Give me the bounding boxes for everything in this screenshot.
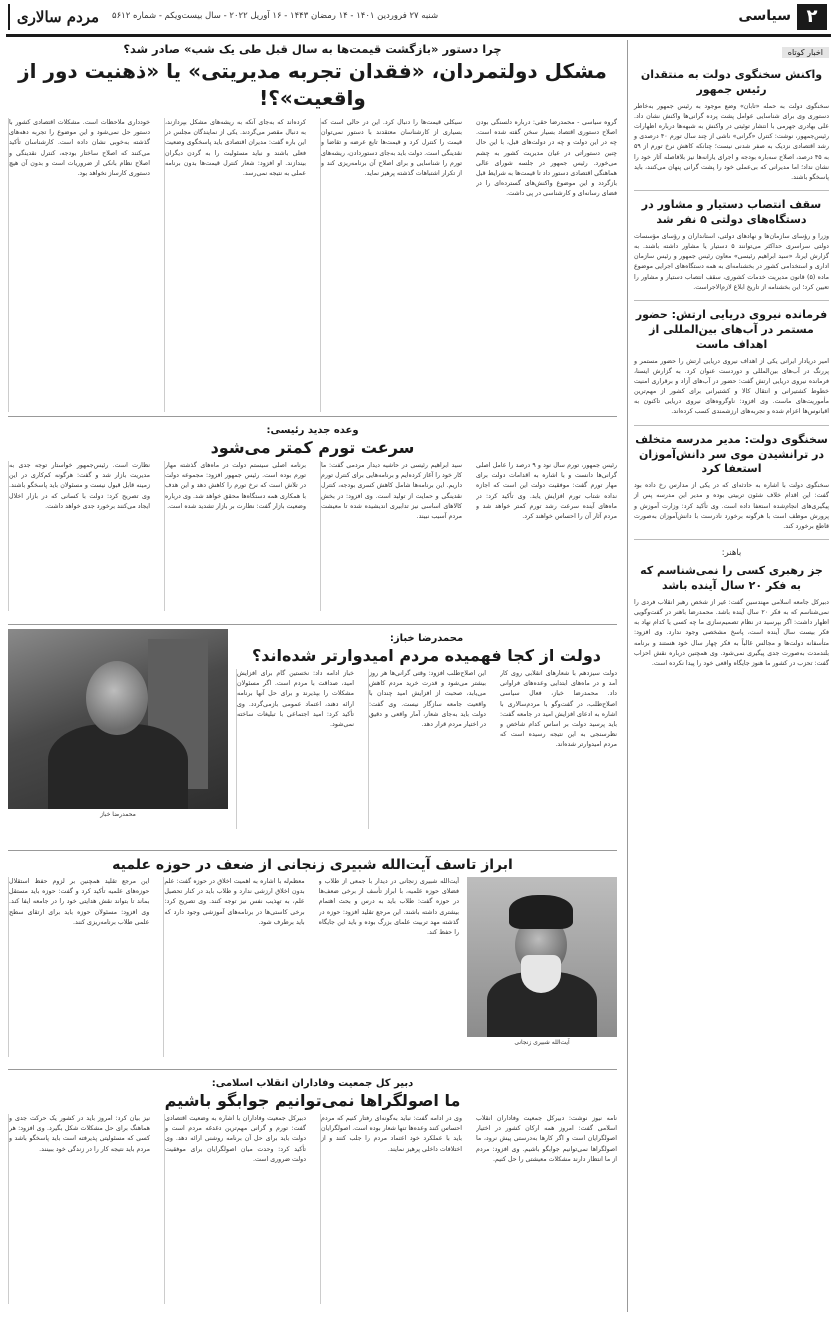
article-column: آیت‌الله شبیری زنجانی در دیدار با جمعی از طلاب و فضلای حوزه علمیه، با ابراز تأسف از برخی ضعف‌ها در حوزه گفت: طلاب باید به درس و بحث اهتمام بیشتری داشته باشند. این مرجع تقلید افزود: حوزه در گذشته مهد تربیت علمای بزرگ بوده و باید این جایگاه را حفظ کند. xyxy=(318,878,459,936)
photo-caption: محمدرضا خباز xyxy=(100,811,136,818)
article-column: گروه سیاسی - محمدرضا حقی: درباره دلسنگی بودن اصلاح دستوری اقتصاد بسیار سخن گفته شده است. چه در این دولت و چه در دولت‌های قبل، با این حال چنین دستوراتی در عیان مدیریت کشور به چشم می‌خورد. رئیس جمهور در جلسه شورای عالی هماهنگی اقتصادی دستور داد تا قیمت‌ها به شرایط قبل بازگردد و این موضوع واکنش‌های گسترده‌ای را در فضای رسانه‌ای و کارشناسی در پی داشت. xyxy=(476,119,617,198)
article-column: نیز بیان کرد: امروز باید در کشور یک حرکت جدی و هماهنگ برای حل مشکلات شکل بگیرد. وی افزود: هر کسی که مسئولیتی پذیرفته است باید پاسخگو باشد و مردم باید نتیجه کار را در زندگی خود ببینند. xyxy=(8,1114,156,1304)
divider xyxy=(634,190,829,191)
principlists-story xyxy=(8,1069,617,1309)
brief-body: دبیرکل جامعه اسلامی مهندسین گفت: غیر از شخص رهبر انقلاب فردی را نمی‌شناسم که به فکر ۲۰ سال آینده باشد. محمدرضا باهنر در گفت‌وگویی اظهار داشت: اگر بپرسید در نظام تصمیم‌سازی ما چه کسی یا کدام نهاد به فکر بیست سال آینده است، پاسخ مشخصی وجود ندارد. وی افزود: متأسفانه دولت‌ها و مجالس غالباً به فکر چهار سال خود هستند و برنامه بلندمدت به‌صورت جدی پیگیری نمی‌شود. وی همچنین درباره نقش احزاب گفت: تحزب در کشور ما هنوز جایگاه واقعی خود را پیدا نکرده است. xyxy=(634,598,829,667)
story-kicker: وعده جدید رئیسی: xyxy=(266,425,359,436)
article-column: نظارت است. رئیس‌جمهور خواستار توجه جدی به مدیریت بازار شد و گفت: هرگونه کم‌کاری در این زمینه قابل قبول نیست و مسئولان باید پاسخگو باشند. وی تصریح کرد: دولت با کسانی که در بازار اخلال ایجاد می‌کنند برخورد جدی خواهد داشت. xyxy=(8,461,156,611)
brief-item xyxy=(634,68,829,183)
story-kicker: دبیر کل جمعیت وفاداران انقلاب اسلامی: xyxy=(211,1078,414,1089)
article-column: دبیرکل جمعیت وفاداران با اشاره به وضعیت اقتصادی گفت: تورم و گرانی مهم‌ترین دغدغه مردم است و دولت باید برای حل آن برنامه روشنی ارائه دهد. وی تأکید کرد: وحدت میان اصولگرایان برای موفقیت دولت ضروری است. xyxy=(164,1114,312,1304)
brief-headline: واکنش سخنگوی دولت به منتقدان رئیس جمهور xyxy=(640,68,823,96)
cleric-photo xyxy=(467,877,617,1057)
brief-item xyxy=(634,198,829,293)
article-column: رئیس جمهور، تورم سال نود و ۹ درصد را عامل اصلی گرانی‌ها دانست و با اشاره به اقدامات دولت برای مهار تورم گفت: موفقیت دولت این است که اجازه نداده شتاب تورم افزایش یابد. وی تأکید کرد: در ماه‌های آینده سرعت رشد تورم کمتر خواهد شد و مردم آثار آن را احساس خواهند کرد. xyxy=(476,462,617,520)
hope-story xyxy=(8,624,617,846)
article-column: دولت سیزدهم با شعارهای انقلابی روی کار آمد و در ماه‌های ابتدایی وعده‌های فراوانی داد. محمدرضا خباز، فعال سیاسی اصلاح‌طلب، در گفت‌وگو با مردم‌سالاری با اشاره به ادعای افزایش امید در جامعه گفت: باید پرسید دولت بر اساس کدام شاخص و نظرسنجی به این نتیجه رسیده است که مردم امیدوارتر شده‌اند. xyxy=(500,670,617,749)
divider xyxy=(634,425,829,426)
lead-kicker: چرا دستور «بازگشت قیمت‌ها به سال قبل طی یک شب» صادر شد؟ xyxy=(123,42,502,56)
story-headline: دولت از کجا فهمیده مردم امیدوارتر شده‌اند؟ xyxy=(251,646,602,665)
lead-headline: مشکل دولتمردان، «فقدان تجربه مدیریتی» یا «ذهنیت دور از واقعیت»؟! xyxy=(18,59,607,110)
article-column: این مرجع تقلید همچنین بر لزوم حفظ استقلال حوزه‌های علمیه تأکید کرد و گفت: حوزه باید مستقل بماند تا بتواند نقش هدایتی خود را در جامعه ایفا کند. وی افزود: مسئولان حوزه باید برای ارتقای سطح علمی طلاب برنامه‌ریزی کنند. xyxy=(8,877,155,1057)
article-column: خودداری ملاحظات است. مشکلات اقتصادی کشور با دستور حل نمی‌شود و این موضوع را تجربه دهه‌های گذشته به‌خوبی نشان داده است. کارشناسان تأکید می‌کنند که اصلاح ساختار بودجه، کنترل نقدینگی و اصلاح نظام بانکی از ضروریات است و بدون آن هیچ دستوری کارساز نخواهد بود. xyxy=(8,118,156,412)
brief-item xyxy=(634,308,829,418)
brief-headline: سقف انتصاب دستیار و مشاور در دستگاه‌های دولتی ۵ نفر شد xyxy=(641,198,822,227)
masthead xyxy=(0,0,837,34)
lead-story xyxy=(8,40,617,412)
section-label: سیاسی xyxy=(738,8,791,24)
brief-body: امیر دریادار ایرانی یکی از اهداف نیروی دریایی ارتش را حضور مستمر و پررنگ در آب‌های بین‌المللی و دوردست عنوان کرد. به گزارش ایسنا، فرمانده نیروی دریایی ارتش گفت: حضور در آب‌های آزاد و برقراری امنیت خطوط کشتیرانی و انتقال کالا و کشتیرانی برای کشور از مهم‌ترین مأموریت‌های ماست. وی افزود: ناوگروه‌های نیروی دریایی تاکنون به اقیانوس‌ها اعزام شده و تجربه‌های ارزشمندی کسب کرده‌اند. xyxy=(634,357,829,416)
brief-headline: سخنگوی دولت: مدیر مدرسه متخلف در ترانشیدن موی سر دانش‌آموزان استعفا کرد xyxy=(635,432,828,476)
brief-headline: جز رهبری کسی را نمی‌شناسم که به فکر ۲۰ سال آینده باشد xyxy=(640,564,823,592)
article-column: سیکلی قیمت‌ها را دنبال کرد. این در حالی است که بسیاری از کارشناسان معتقدند با دستور نمی‌توان قیمت را کنترل کرد و قیمت‌ها تابع عرضه و تقاضا و نقدینگی است. دولت باید به‌جای دستوردادن، ریشه‌های تورم را شناسایی و برای اصلاح آن برنامه‌ریزی کند و از تکرار اشتباهات گذشته پرهیز نماید. xyxy=(320,118,468,412)
article-column: خباز ادامه داد: نخستین گام برای افزایش امید، صداقت با مردم است. اگر مسئولان مشکلات را بپذیرند و برای حل آنها برنامه ارائه دهند، اعتماد عمومی بازمی‌گردد. وی تأکید کرد: امید اجتماعی با تبلیغات ساخته نمی‌شود. xyxy=(236,669,360,829)
brief-body: سخنگوی دولت به حمله «تابان» وضع موجود به رئیس جمهور به‌خاطر دستوری وی برای شناسایی عوامل پشت پرده گرانی‌ها واکنش نشان داد. علی بهادری جهرمی با انتشار توئیتی در واکنش به شبهه‌ها درباره اظهارات رئیس‌جمهور، نوشت: کنترل «گرانی» ناشی از چند سال تورم ۴۰ درصدی و رشد اقتصادی نزدیک به صفر شدنی نیست؛ چنانکه کاهش نرخ تورم از ۵۹ به ۴۵ درصد، اصلاح سه‌باره بودجه و اجرای یارانه‌ها نیز بلافاصله آثار خود را نشان نداد؛ اما مدیرانی که بی‌عملی خود را پشت گرانی پنهان می‌کنند، باید پاسخگو باشند. xyxy=(634,102,829,181)
newspaper-logo: مردم سالاری xyxy=(8,4,106,30)
news-briefs-sidebar xyxy=(627,40,829,1312)
photo-caption: آیت‌الله شبیری زنجانی xyxy=(514,1039,570,1046)
article-column: کرده‌اند که به‌جای آنکه به ریشه‌های مشکل بپردازند، به دنبال مقصر می‌گردند. یکی از نمایندگان مجلس در این باره گفت: مدیران اقتصادی باید پاسخگوی وضعیت فعلی باشند و نباید مسئولیت را به گردن دیگران بیندازند. او افزود: شعار کنترل قیمت‌ها بدون برنامه عملی به نتیجه نمی‌رسد. xyxy=(164,118,312,412)
brief-body: سخنگوی دولت با اشاره به حادثه‌ای که در یکی از مدارس رخ داده بود گفت: این اقدام خلاف شئون تربیتی بوده و مدیر این مدرسه پس از پیگیری‌های انجام‌شده استعفا داده است. وی تأکید کرد: وزارت آموزش و پرورش موظف است با هرگونه برخورد نادرست با دانش‌آموزان به‌صورت قاطع برخورد کند. xyxy=(634,482,829,530)
story-headline: ابراز تاسف آیت‌الله شبیری زنجانی از ضعف در حوزه علمیه xyxy=(112,857,513,873)
issue-date-line: شنبه ۲۷ فروردین ۱۴۰۱ - ۱۴ رمضان ۱۴۴۳ - ۱۶ آوریل ۲۰۲۲ - سال بیست‌و‌یکم - شماره ۵۶۱۲ xyxy=(112,11,439,21)
interview-photo xyxy=(8,629,228,829)
divider xyxy=(634,300,829,301)
masthead-rule xyxy=(6,34,831,37)
article-column: نامه نیوز نوشت: دبیرکل جمعیت وفاداران انقلاب اسلامی گفت: امروز همه ارکان کشور در اختیار اصولگرایان است و اگر کارها به‌درستی پیش نرود، ما اصولگراها نمی‌توانیم جوابگو باشیم. وی افزود: مردم از ما انتظار دارند مشکلات معیشتی را حل کنیم. xyxy=(476,1115,617,1163)
page-number: ۲ xyxy=(797,4,827,30)
brief-item xyxy=(634,548,829,669)
article-column: سید ابراهیم رئیسی در حاشیه دیدار مردمی گفت: ما کار خود را آغاز کرده‌ایم و برنامه‌هایی برای کنترل تورم داریم. این برنامه‌ها شامل کاهش کسری بودجه، کنترل نقدینگی و حمایت از تولید است. وی افزود: در بخش کالاهای اساسی نیز تدابیری اندیشیده شده تا معیشت مردم آسیب نبیند. xyxy=(320,461,468,611)
divider xyxy=(634,539,829,540)
story-headline: سرعت تورم کمتر می‌شود xyxy=(210,438,415,457)
article-column: معظم‌له با اشاره به اهمیت اخلاق در حوزه گفت: علم بدون اخلاق ارزشی ندارد و طلاب باید در کنار تحصیل علم، به تهذیب نفس نیز توجه کنند. وی تصریح کرد: برخی کاستی‌ها در برنامه‌های آموزشی وجود دارد که باید برطرف شود. xyxy=(163,877,310,1057)
article-column: وی در ادامه گفت: نباید به‌گونه‌ای رفتار کنیم که مردم احساس کنند وعده‌ها تنها شعار بوده است. اصولگرایان باید با عملکرد خود اعتماد مردم را جلب کنند و از اختلافات داخلی پرهیز نمایند. xyxy=(320,1114,468,1304)
article-column: برنامه اصلی سیستم دولت در ماه‌های گذشته مهار تورم بوده است. رئیس جمهور افزود: مجموعه دولت در تلاش است که نرخ تورم را کاهش دهد و این هدف با همکاری همه دستگاه‌ها محقق خواهد شد. وی درباره وضعیت بازار گفت: نظارت بر بازار تشدید شده است. xyxy=(164,461,312,611)
brief-item xyxy=(634,433,829,532)
main-content xyxy=(8,40,617,1312)
briefs-tag: اخبار کوتاه xyxy=(782,47,829,58)
brief-kicker: باهنر: xyxy=(721,548,742,559)
story-headline: ما اصولگراها نمی‌توانیم جوابگو باشیم xyxy=(164,1091,461,1110)
story-kicker: محمدرضا خباز: xyxy=(389,633,464,644)
brief-headline: فرمانده نیروی دریایی ارتش: حضور مستمر در آب‌های بین‌المللی از اهداف ماست xyxy=(635,308,828,351)
brief-body: وزرا و رؤسای سازمان‌ها و نهادهای دولتی، استانداران و رؤسای مؤسسات دولتی سراسری حداکثر می‌توانند ۵ دستیار یا مشاور داشته باشند. به گزارش ایرنا، «سید ابراهیم رئیسی» معاون رئیس جمهور و رئیس سازمان اداری و استخدامی کشور در بخشنامه‌ای به همه دستگاه‌های اجرایی موضوع ماده (۵) قانون مدیریت خدمات کشوری، سقف انتصاب دستیار و مشاور را تعیین کرد؛ این بخشنامه از تاریخ ابلاغ لازم‌الاجراست. xyxy=(634,232,829,291)
inflation-story xyxy=(8,416,617,620)
seminary-story xyxy=(8,850,617,1065)
article-column: این اصلاح‌طلب افزود: وقتی گرانی‌ها هر روز بیشتر می‌شود و قدرت خرید مردم کاهش می‌یابد، صحبت از افزایش امید چندان با واقعیت جامعه سازگار نیست. وی گفت: دولت باید به‌جای شعار، آمار واقعی و دقیق در اختیار مردم قرار دهد. xyxy=(368,669,492,829)
